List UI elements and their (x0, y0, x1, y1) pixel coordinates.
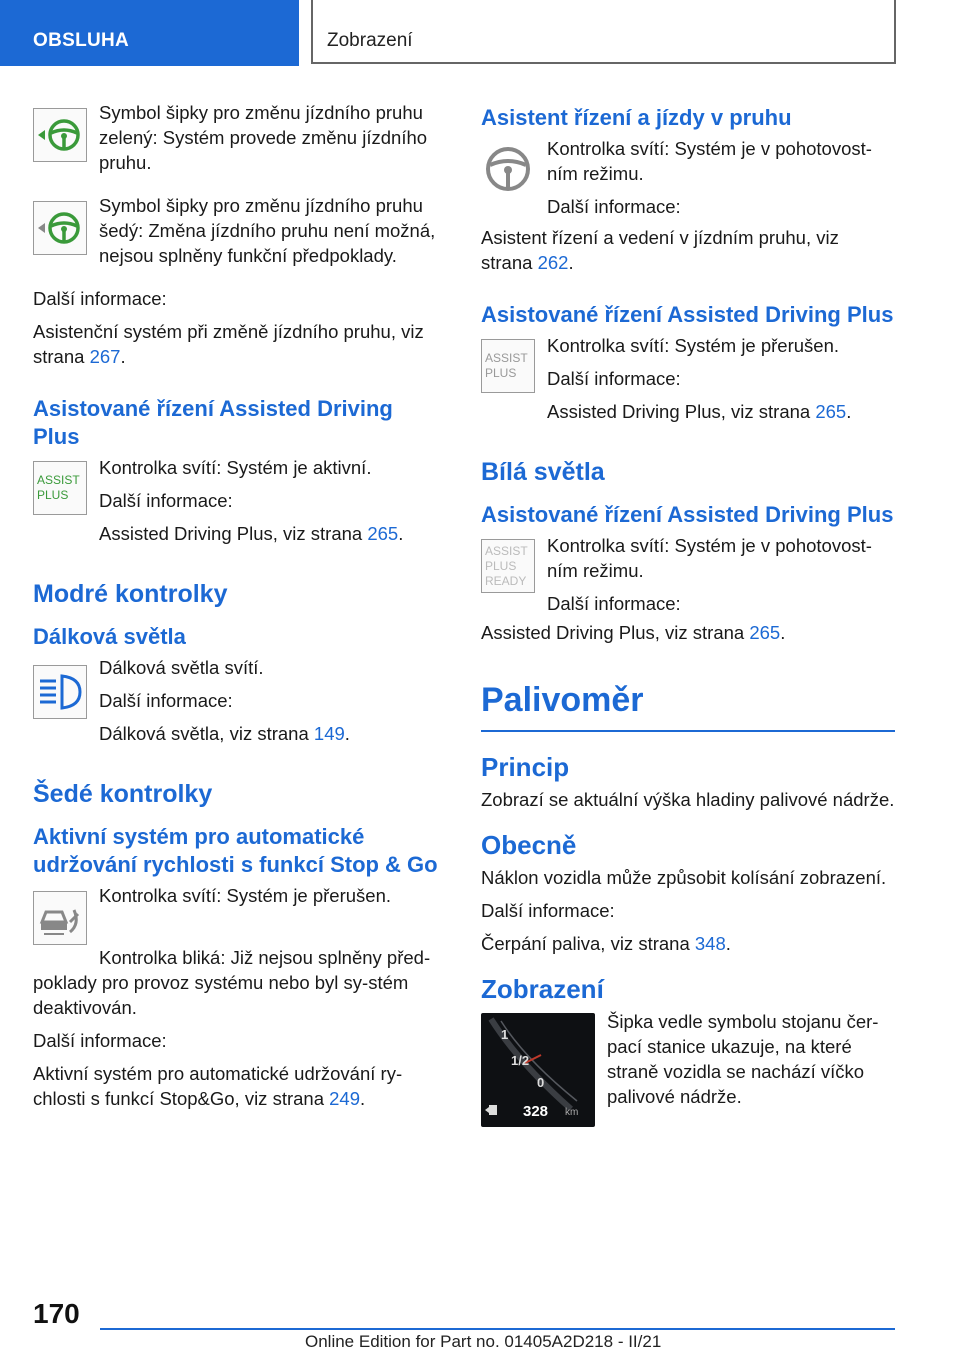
page-link-265[interactable]: 265 (749, 622, 781, 643)
chapter-tab: Zobrazení (311, 0, 896, 64)
gauge-label-full: 1 (501, 1027, 509, 1042)
steering-wheel-grey-icon (481, 142, 535, 196)
lane-change-grey-icon (33, 201, 87, 255)
section-tab: OBSLUHA (0, 0, 299, 66)
high-beam-text: Dálková světla svítí. (99, 657, 264, 678)
heading-principle: Princip (481, 752, 570, 782)
heading-acc-stop-go: Aktivní systém pro automatické udržování rychlosti s funkcí Stop & Go (33, 824, 438, 877)
adp-ready-text: Kontrolka svítí: Systém je v pohotovost-ním režimu. (547, 535, 872, 581)
adp-ready-item (481, 533, 895, 624)
right-column (481, 100, 895, 1137)
heading-blue-lights: Modré kontrolky (33, 580, 228, 608)
display-item (481, 1009, 895, 1127)
adp-interrupted-item (481, 333, 895, 432)
reference-text: Assisted Driving Plus, viz strana 265. (481, 622, 786, 643)
acc-interrupted-text: Kontrolka svítí: Systém je přerušen. (99, 885, 392, 906)
page-link-265[interactable]: 265 (815, 401, 847, 422)
gauge-label-half: 1/2 (511, 1053, 530, 1068)
adp-active-item (33, 455, 445, 554)
reference-text: Asistent řízení a vedení v jízdním pruhu, viz strana 262. (481, 227, 839, 273)
adp-interrupted-text: Kontrolka svítí: Systém je přerušen. (547, 335, 840, 356)
left-column (33, 100, 445, 1119)
more-info-label: Další informace: (547, 196, 681, 217)
page-header (0, 0, 960, 66)
lane-assist-text: Kontrolka svítí: Systém je v pohotovost-ním režimu. (547, 138, 872, 184)
more-info-label: Další informace: (547, 368, 681, 389)
heading-fuel-gauge: Palivoměr (481, 681, 895, 732)
gauge-range-unit: km (565, 1107, 579, 1118)
lane-assist-item (481, 136, 895, 227)
high-beam-icon (33, 665, 87, 719)
lane-change-green-icon (33, 108, 87, 162)
heading-high-beam: Dálková světla (33, 624, 186, 649)
reference-text: Assisted Driving Plus, viz strana 265. (547, 401, 852, 422)
page-link-262[interactable]: 262 (537, 252, 569, 273)
heading-lane-assist: Asistent řízení a jízdy v pruhu (481, 105, 792, 130)
page-number: 170 (33, 1298, 80, 1329)
heading-grey-lights: Šedé kontrolky (33, 780, 213, 808)
assist-plus-ready-icon: ASSIST PLUS READY (481, 539, 535, 593)
general-text: Náklon vozidla může způsobit kolísání zobrazení. (481, 867, 887, 888)
more-info-label: Další informace: (33, 288, 167, 309)
reference-text: Aktivní systém pro automatické udržování ry-chlosti s funkcí Stop&Go, viz strana 249. (33, 1063, 403, 1109)
heading-white-lights: Bílá světla (481, 458, 605, 486)
gauge-label-empty: 0 (537, 1075, 545, 1090)
gauge-range-value: 328 (523, 1103, 549, 1120)
lane-change-grey-text: Symbol šipky pro změnu jízdního pruhu šedý: Změna jízdního pruhu není možná, nejsou splněny funkční předpoklady. (99, 195, 436, 266)
principle-text: Zobrazí se aktuální výška hladiny palivové nádrže. (481, 789, 895, 810)
page-link-149[interactable]: 149 (313, 723, 345, 744)
display-text: Šipka vedle symbolu stojanu čer-pací stanice ukazuje, na které straně vozidla se nachází víčko palivové nádrže. (607, 1011, 879, 1107)
assist-plus-grey-icon: ASSIST PLUS (481, 339, 535, 393)
footer-divider (100, 1328, 895, 1330)
reference-text: Čerpání paliva, viz strana 348. (481, 933, 731, 954)
heading-assisted-driving-plus: Asistované řízení Assisted Driving Plus (481, 302, 894, 327)
acc-interrupted-icon (33, 891, 87, 945)
more-info-label: Další informace: (547, 593, 681, 614)
assist-plus-green-icon: ASSIST PLUS (33, 461, 87, 515)
reference-text: Dálková světla, viz strana 149. (99, 723, 350, 744)
reference-text: Assisted Driving Plus, viz strana 265. (99, 523, 404, 544)
lane-change-green-text: Symbol šipky pro změnu jízdního pruhu zelený: Systém provede změnu jízdního pruhu. (99, 102, 428, 173)
high-beam-item (33, 655, 445, 754)
more-info-label: Další informace: (481, 900, 615, 921)
heading-assisted-driving-plus-ready: Asistované řízení Assisted Driving Plus (481, 502, 894, 527)
heading-display: Zobrazení (481, 974, 604, 1004)
acc-blink-text: Kontrolka bliká: Již nejsou splněny před-poklady pro provoz systému nebo byl sy-stém deaktivován. (33, 947, 431, 1018)
more-info-label: Další informace: (33, 1030, 167, 1051)
page-link-265[interactable]: 265 (367, 523, 399, 544)
more-info-label: Další informace: (99, 690, 233, 711)
lane-change-green-item (33, 100, 445, 183)
edition-text: Online Edition for Part no. 01405A2D218 - II/21 (305, 1332, 662, 1351)
more-info-label: Další informace: (99, 490, 233, 511)
reference-text: Asistenční systém při změně jízdního pruhu, viz strana 267. (33, 321, 424, 367)
page-link-249[interactable]: 249 (329, 1088, 361, 1109)
page-link-267[interactable]: 267 (89, 346, 121, 367)
heading-general: Obecně (481, 830, 577, 860)
fuel-gauge-image (481, 1013, 595, 1127)
heading-assisted-driving-plus: Asistované řízení Assisted Driving Plus (33, 396, 393, 449)
lane-change-grey-item (33, 193, 445, 276)
page-link-348[interactable]: 348 (694, 933, 726, 954)
acc-item (33, 883, 445, 945)
adp-active-text: Kontrolka svítí: Systém je aktivní. (99, 457, 372, 478)
